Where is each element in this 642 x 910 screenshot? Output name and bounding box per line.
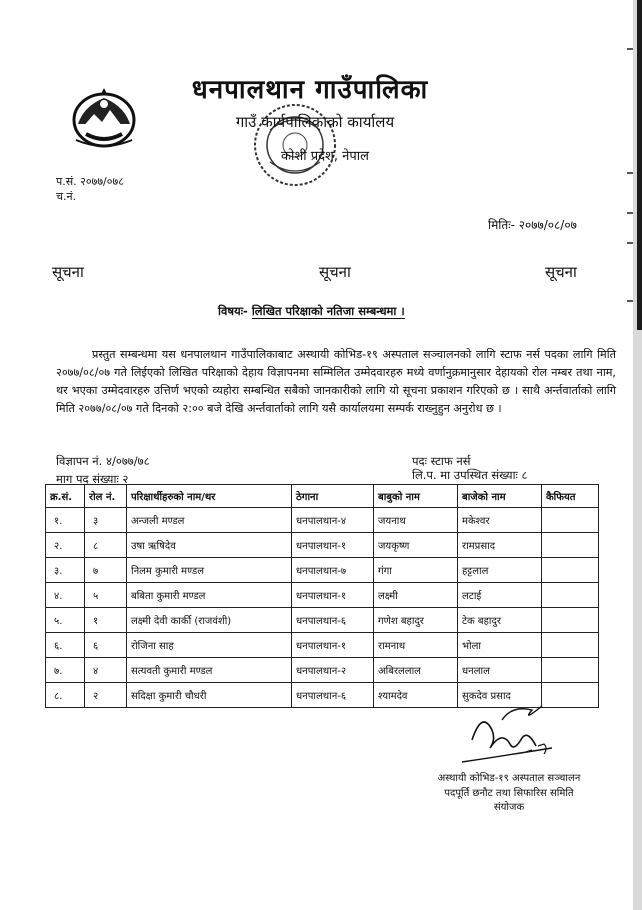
scan-edge-tick	[627, 172, 633, 174]
cell-serial: २.	[46, 533, 85, 558]
cell-remarks	[542, 658, 599, 683]
table-header-row	[46, 485, 599, 508]
office-subtitle: गाउँ कार्यपालिकाको कार्यालय	[235, 113, 395, 131]
advertisement-number: विज्ञापन नं. ४/०७७/७८	[56, 454, 150, 468]
cell-grandfather: मकेश्वर	[458, 508, 542, 533]
signatory-title: संयोजक	[493, 802, 525, 813]
scan-edge-shadow	[637, 0, 642, 330]
cell-address: धनपालथान-१	[292, 633, 374, 658]
cell-address: धनपालथान-१	[292, 533, 374, 558]
cell-name: सत्यवती कुमारी मण्डल	[127, 658, 292, 683]
cell-address: धनपालथान-७	[292, 558, 374, 583]
table-row	[46, 633, 599, 658]
cell-serial: ३.	[46, 558, 85, 583]
cell-grandfather: टेक बहादुर	[458, 608, 542, 633]
scan-edge-tick	[627, 48, 633, 50]
header-grandfather: बाजेको नाम	[458, 485, 542, 508]
signatory-line-2: पदपूर्ति छनौट तथा सिफारिस समिति	[444, 788, 574, 799]
cell-remarks	[542, 583, 599, 608]
office-address: कोशी प्रदेश, नेपाल	[281, 149, 369, 164]
table-row	[46, 583, 599, 608]
notice-body-text: प्रस्तुत सम्बन्धमा यस धनपालथान गाउँपालिकाबाट अस्थायी कोभिड-१९ अस्पताल सञ्चालनको लागि स्टाफ नर्स पदका लागि मिति २०७७/०८/०७ गते लिईएको लिखित परिक्षाको देहाय विज्ञापनमा सम्मिलित उम्मेदवारहरु मध्ये वर्णानुक्रमानुसार देहायको रोल नम्बर तथा नाम, थर भएका उम्मेदवारहरु उत्तिर्ण भएको व्यहोरा सम्बन्धित सबैको जानकारीको लागि यो सूचना प्रकाशन गरिएको छ । साथै अर्न्तवार्ताको लागि मिति २०७७/०८/०७ गते दिनको २:०० बजे देखि अर्न्तवार्ताको लागि यसै कार्यालयमा सम्पर्क राख्नुहुन अनुरोध छ ।	[56, 348, 616, 415]
cell-address: धनपालथान-६	[292, 608, 374, 633]
cell-father: जयनाथ	[374, 508, 458, 533]
cell-grandfather: हट्टलाल	[458, 558, 542, 583]
cell-grandfather: सुकदेव प्रसाद	[458, 683, 542, 708]
cell-serial: ५.	[46, 608, 85, 633]
cell-grandfather: धनलाल	[458, 658, 542, 683]
cell-grandfather: भोला	[458, 633, 542, 658]
subject-prefix: विषयः-	[218, 304, 248, 318]
cell-name: निलम कुमारी मण्डल	[127, 558, 292, 583]
posts-count: माग पद संख्याः २	[56, 472, 129, 486]
cell-father: लक्ष्मी	[374, 583, 458, 608]
header-address: ठेगाना	[292, 485, 374, 508]
notice-word-left: सूचना	[52, 263, 84, 281]
header-remarks: कैफियत	[542, 485, 599, 508]
subject-line	[218, 304, 405, 319]
notice-word-center: सूचना	[319, 263, 351, 281]
cell-address: धनपालथान-६	[292, 683, 374, 708]
signatory-line-1: अस्थायी कोभिड-१९ अस्पताल सञ्चालन	[437, 773, 581, 784]
scan-edge-tick	[627, 300, 633, 302]
notice-body	[56, 346, 616, 418]
document-date: मितिः- २०७७/०८/०७	[488, 218, 577, 232]
table-row	[46, 608, 599, 633]
cell-roll: ५	[85, 583, 127, 608]
table-row	[46, 558, 599, 583]
cell-roll: ७	[85, 558, 127, 583]
cell-name: उषा ऋषिदेव	[127, 533, 292, 558]
cell-serial: ७.	[46, 658, 85, 683]
cell-father: अबिरललाल	[374, 658, 458, 683]
cell-remarks	[542, 533, 599, 558]
header-father: बाबुको नाम	[374, 485, 458, 508]
cell-remarks	[542, 558, 599, 583]
notice-word-right: सूचना	[545, 263, 577, 281]
scan-edge-tick	[627, 242, 633, 244]
government-emblem-icon	[64, 84, 164, 154]
cell-serial: १.	[46, 508, 85, 533]
table-row	[46, 658, 599, 683]
cell-address: धनपालथान-४	[292, 508, 374, 533]
header-roll: रोल नं.	[85, 485, 127, 508]
header-serial: क्र.सं.	[46, 485, 85, 508]
present-count: लि.प. मा उपस्थित संख्याः ८	[412, 468, 528, 482]
results-table	[45, 484, 599, 708]
scan-edge-tick	[627, 212, 633, 214]
cell-grandfather: लटाई	[458, 583, 542, 608]
cell-address: धनपालथान-१	[292, 583, 374, 608]
position-name: पदः स्टाफ नर्स	[412, 454, 471, 468]
cell-roll: ३	[85, 508, 127, 533]
cell-name: लक्ष्मी देवी कार्की (राजवंशी)	[127, 608, 292, 633]
cell-father: गणेश बहादुर	[374, 608, 458, 633]
cell-roll: ८	[85, 533, 127, 558]
cell-grandfather: रामप्रसाद	[458, 533, 542, 558]
cell-roll: ४	[85, 658, 127, 683]
table-row	[46, 508, 599, 533]
cell-serial: ८.	[46, 683, 85, 708]
cell-roll: २	[85, 683, 127, 708]
cell-remarks	[542, 633, 599, 658]
cell-name: रोजिना साह	[127, 633, 292, 658]
cell-father: रामनाथ	[374, 633, 458, 658]
cell-name: अन्जली मण्डल	[127, 508, 292, 533]
subject-text: लिखित परिक्षाको नतिजा सम्बन्धमा ।	[251, 304, 405, 318]
cell-roll: ६	[85, 633, 127, 658]
cell-name: सदिक्षा कुमारी चौधरी	[127, 683, 292, 708]
cell-remarks	[542, 608, 599, 633]
header-name: परिक्षार्थीहरुको नाम/थर	[127, 485, 292, 508]
table-row	[46, 533, 599, 558]
cell-serial: ६.	[46, 633, 85, 658]
reference-number: प.सं. २०७७/०७८	[56, 175, 124, 188]
cell-serial: ४.	[46, 583, 85, 608]
cell-father: श्यामदेव	[374, 683, 458, 708]
cell-father: गंगा	[374, 558, 458, 583]
cell-address: धनपालथान-२	[292, 658, 374, 683]
cell-roll: १	[85, 608, 127, 633]
handwritten-signature-icon	[452, 700, 562, 770]
cell-remarks	[542, 508, 599, 533]
cell-father: जयकृष्ण	[374, 533, 458, 558]
cell-name: बबिता कुमारी मण्डल	[127, 583, 292, 608]
office-name: धनपालथान गाउँपालिका	[191, 75, 429, 105]
dispatch-number: च.नं.	[56, 190, 77, 203]
